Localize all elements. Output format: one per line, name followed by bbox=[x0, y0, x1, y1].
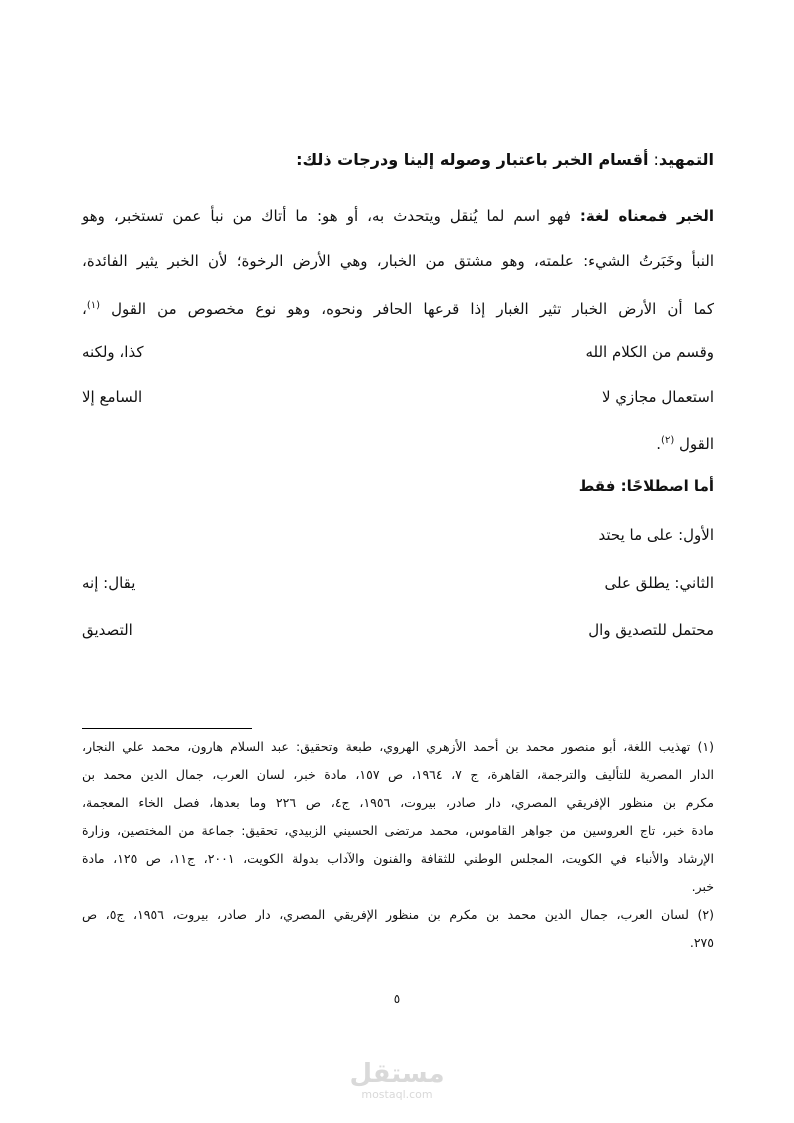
punct: ، bbox=[82, 300, 87, 318]
footnote-2-line-1 bbox=[82, 906, 714, 924]
term-label: الخبر فمعناه لغة: bbox=[579, 207, 715, 225]
body-line-7: أما اصطلاحًا: فقط bbox=[578, 477, 714, 495]
footnote-divider bbox=[82, 728, 252, 729]
heading-sep: : bbox=[648, 150, 659, 169]
body-line-2: النبأ وخَبَرتُ الشيء: علمته، وهو مشتق من الخبار، وهي الأرض الرخوة؛ لأن الخبر يثير الفائدة، bbox=[82, 252, 714, 270]
body-text: فهو اسم لما يُنقل ويتحدث به، أو هو: ما أتاك من نبأ عمن تستخبر، وهو bbox=[82, 207, 580, 225]
footnote-1-line-1 bbox=[82, 738, 714, 756]
footnote-1-line-4: مادة خبر، تاج العروسين من جواهر القاموس، محمد مرتضى الحسيني الزبيدي، تحقيق: جماعة من المختصين، وزارة bbox=[82, 823, 714, 838]
footnote-1-line-3: مكرم بن منظور الإفريقي المصري، دار صادر، بيروت، ١٩٥٦، ج٤، ص ٢٢٦ وما بعدها، فصل الخاء المعجمة، bbox=[82, 795, 715, 810]
text-left: كذا، ولكنه bbox=[82, 343, 144, 361]
footnote-ref-2[interactable]: (٢) bbox=[661, 435, 675, 446]
page-number: ٥ bbox=[393, 992, 401, 1006]
body-text: القول bbox=[679, 435, 714, 453]
body-line-6 bbox=[82, 430, 714, 455]
footnote-marker-2: (٢) bbox=[697, 907, 715, 922]
footnote-1-line-6: خبر. bbox=[691, 879, 714, 894]
footnote-text: تهذيب اللغة، أبو منصور محمد بن أحمد الأزهري الهروي، طبعة وتحقيق: عبد السلام هارون، محمد علي النجار، bbox=[82, 739, 691, 754]
body-line-8: الأول: على ما يحتد bbox=[598, 526, 714, 544]
text-left: يقال: إنه bbox=[82, 574, 136, 592]
text-right: محتمل للتصديق وال bbox=[588, 621, 714, 639]
watermark-logo bbox=[0, 1060, 794, 1101]
footnote-2-line-2: ٢٧٥. bbox=[689, 935, 714, 950]
text-left: السامع إلا bbox=[82, 388, 143, 406]
body-line-10 bbox=[82, 619, 714, 641]
text-right: الثاني: يطلق على bbox=[604, 574, 714, 592]
body-text: كما أن الأرض الخبار تثير الغبار إذا قرعها الحافر ونحوه، وهو نوع مخصوص من القول bbox=[111, 300, 714, 318]
heading-label: التمهيد bbox=[658, 150, 714, 169]
watermark-latin: mostaql.com bbox=[361, 1088, 433, 1101]
watermark-arabic: مستقل bbox=[349, 1059, 445, 1089]
heading-text: أقسام الخبر باعتبار وصوله إلينا ودرجات ذلك: bbox=[296, 150, 649, 169]
footnote-text: لسان العرب، جمال الدين محمد بن مكرم بن منظور الإفريقي المصري، دار صادر، بيروت، ١٩٥٦، ج٥، ص bbox=[82, 907, 689, 922]
body-line-9 bbox=[82, 572, 714, 594]
body-line-5 bbox=[82, 386, 714, 408]
footnote-ref-1[interactable]: (١) bbox=[86, 300, 101, 311]
footnote-1-line-5: الإرشاد والأنباء في الكويت، المجلس الوطني للثقافة والفنون والآداب بدولة الكويت، ٢٠٠١، ج١١، ص ١٢٥، مادة bbox=[82, 851, 715, 866]
text-left: التصديق bbox=[82, 621, 133, 639]
body-line-3 bbox=[82, 295, 714, 320]
body-line-4 bbox=[82, 341, 714, 363]
footnote-1-line-2: الدار المصرية للتأليف والترجمة، القاهرة، ج ٧، ١٩٦٤، ص ١٥٧، مادة خبر، لسان العرب، جمال الدين محمد بن bbox=[82, 767, 715, 782]
text-right: استعمال مجازي لا bbox=[601, 388, 714, 406]
punct: . bbox=[656, 435, 662, 453]
section-heading bbox=[82, 149, 714, 171]
text-right: وقسم من الكلام الله bbox=[585, 343, 714, 361]
footnote-marker-1: (١) bbox=[697, 739, 714, 754]
body-line-1 bbox=[82, 205, 714, 227]
